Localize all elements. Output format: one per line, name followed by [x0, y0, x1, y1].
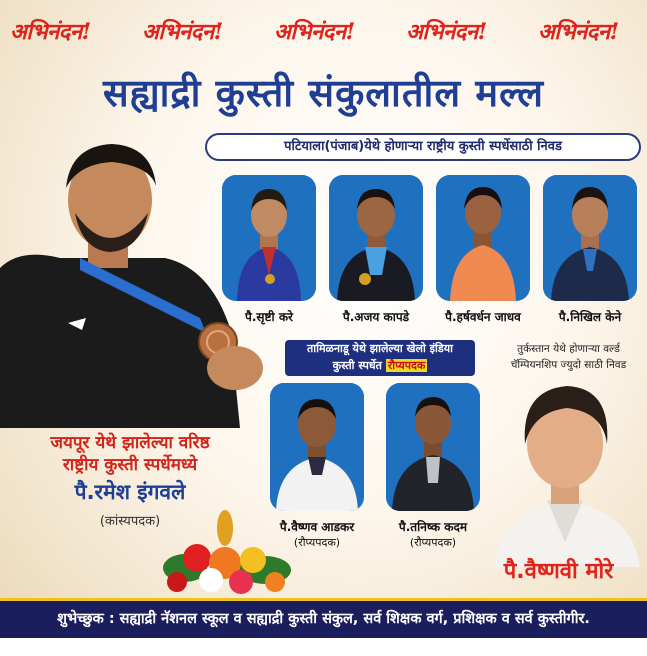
turkey-note-line1: तुर्कस्तान येथे होणाऱ्या वर्ल्ड — [517, 343, 620, 355]
srushti-name: पै.सृष्टी करे — [245, 310, 293, 324]
vaishnavi-photo — [485, 372, 647, 567]
ramesh-medal: (कांस्यपदक) — [99, 514, 161, 529]
ramesh-name: पै.रमेश इंगवले — [74, 480, 186, 504]
turkey-note — [490, 341, 647, 373]
vaishnav-medal: (रौप्यपदक) — [293, 536, 341, 549]
greeting-2: अभिनंदन! — [142, 19, 223, 45]
vaishnavi-name: पै.वैष्णवी मोरे — [503, 559, 614, 584]
flower-bouquet-icon — [145, 508, 310, 600]
footer-banner: शुभेच्छुक : सह्याद्री नॅशनल स्कूल व सह्याद्री कुस्ती संकुल, सर्व शिक्षक वर्ग, प्रशिक्षक व सर्व कुस्तीगीर. — [0, 598, 647, 638]
jaipur-line2: राष्ट्रीय कुस्ती स्पर्धेमध्ये — [62, 455, 198, 475]
greeting-1: अभिनंदन! — [10, 19, 91, 45]
tanishk-photo — [386, 383, 480, 511]
ajay-photo — [329, 175, 423, 301]
ajay-name: पै.अजय कापडे — [342, 310, 410, 324]
khelo-india-line2: कुस्ती स्पर्धेत — [332, 359, 382, 372]
jaipur-text — [12, 432, 248, 476]
tanishk-medal: (रौप्यपदक) — [409, 536, 457, 549]
greeting-4: अभिनंदन! — [406, 19, 487, 45]
srushti-photo — [222, 175, 316, 301]
tanishk-name: पै.तनिष्क कदम — [398, 520, 468, 534]
khelo-india-line1: तामिळनाडू येथे झालेल्या खेलो इंडिया — [306, 342, 454, 355]
poster-title: सह्याद्री कुस्ती संकुलातील मल्ल — [103, 71, 544, 115]
harshvardhan-name: पै.हर्षवर्धन जाधव — [445, 310, 521, 324]
bottom-strip — [0, 638, 647, 656]
nikhil-name: पै.निखिल केने — [558, 310, 622, 324]
harshvardhan-photo — [436, 175, 530, 301]
khelo-india-banner — [285, 340, 475, 376]
turkey-note-line2: चॅम्पियनशिप ज्युदो साठी निवड — [510, 359, 627, 371]
silver-medal-highlight: रौप्यपदक — [387, 359, 426, 372]
vaishnav-name: पै.वैष्णव आडकर — [279, 520, 355, 534]
nikhil-photo — [543, 175, 637, 301]
subtitle-banner: पटियाला(पंजाब)येथे होणाऱ्या राष्ट्रीय कुस्ती स्पर्धेसाठी निवड — [205, 133, 641, 161]
greeting-5: अभिनंदन! — [538, 19, 619, 45]
jaipur-line1: जयपूर येथे झालेल्या वरिष्ठ — [50, 433, 210, 453]
vaishnav-photo — [270, 383, 364, 511]
greeting-3: अभिनंदन! — [274, 19, 355, 45]
